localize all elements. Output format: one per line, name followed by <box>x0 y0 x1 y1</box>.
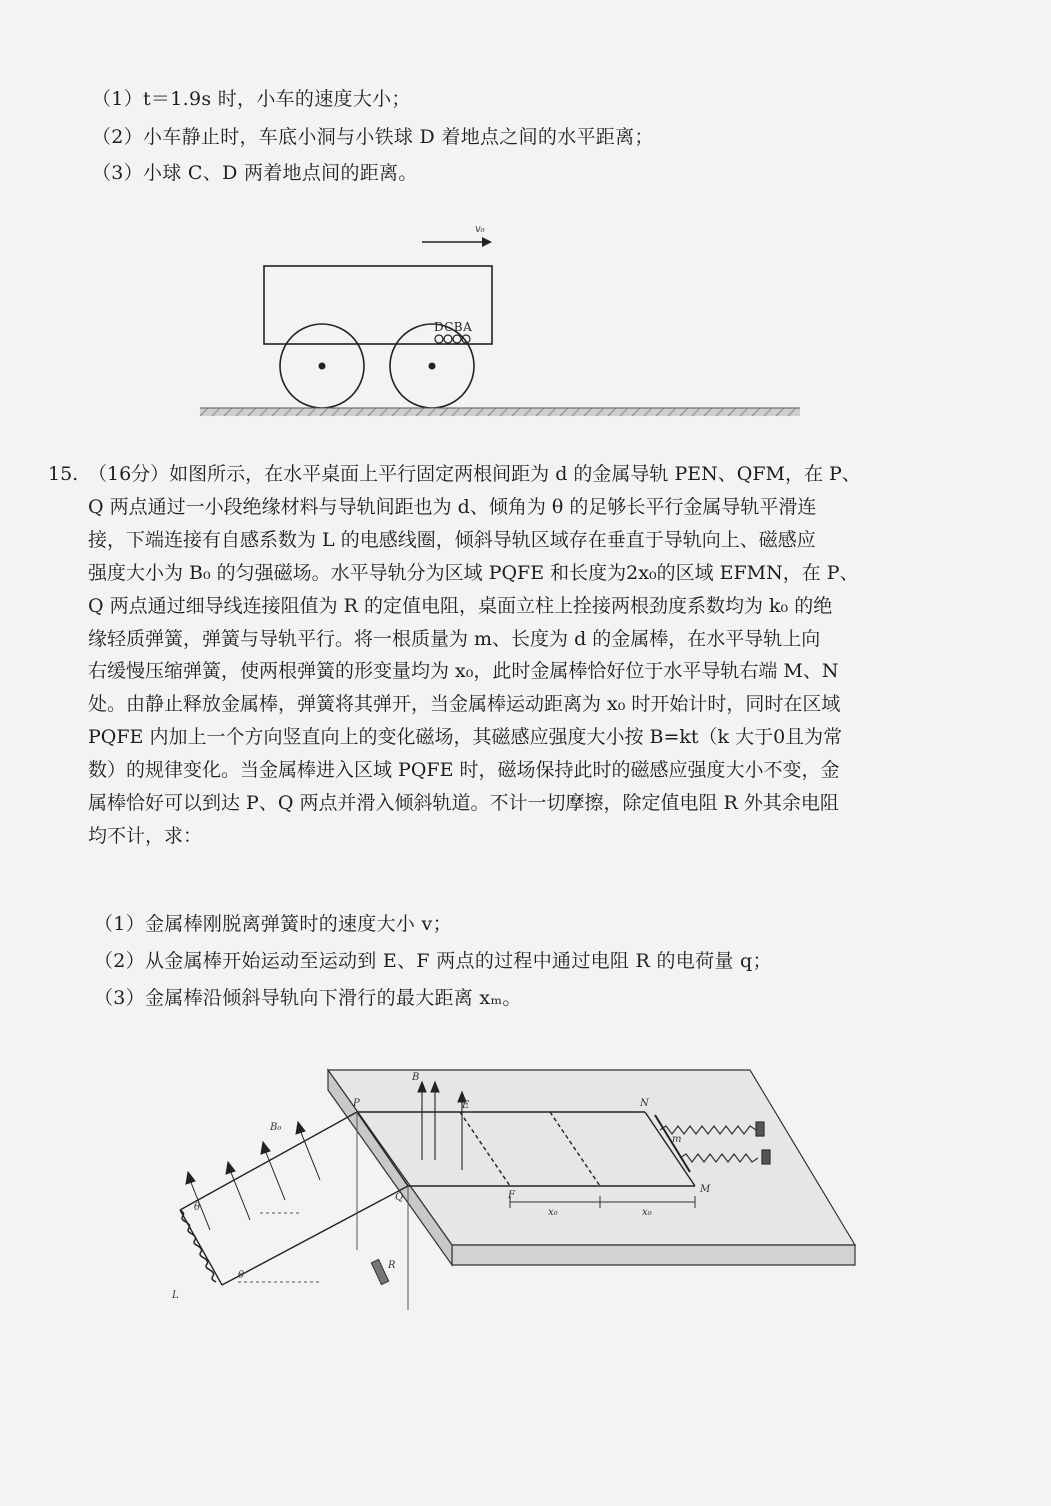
label-m-point: M <box>700 1184 711 1195</box>
q15-line: Q 两点通过细导线连接阻值为 R 的定值电阻，桌面立柱上拴接两根劲度系数均为 k₀ 的绝 <box>88 594 833 617</box>
label-p: P <box>353 1098 360 1109</box>
ground <box>200 408 800 416</box>
label-r: R <box>388 1260 396 1271</box>
q15-stem <box>88 458 958 853</box>
q15-line: 右缓慢压缩弹簧，使两根弹簧的形变量均为 x₀，此时金属棒恰好位于水平导轨右端 M、N <box>88 660 839 683</box>
label-f: F <box>508 1190 515 1201</box>
q14-sub2: （2）小车静止时，车底小洞与小铁球 D 着地点之间的水平距离； <box>92 126 654 148</box>
label-theta-bottom: θ <box>238 1270 245 1281</box>
field-b0-arrows <box>186 1122 320 1230</box>
q15-line: 均不计，求： <box>88 824 203 847</box>
resistor <box>371 1259 388 1284</box>
iron-balls <box>434 320 472 343</box>
velocity-label: v₀ <box>475 224 485 235</box>
q15-line: PQFE 内加上一个方向竖直向上的变化磁场，其磁感应强度大小按 B=kt（k 大于0且为常 <box>88 726 843 749</box>
q15-line: 强度大小为 B₀ 的匀强磁场。水平导轨分为区域 PQFE 和长度为2x₀的区域 EFMN，在 P、 <box>88 561 859 584</box>
label-x0-second: x₀ <box>642 1207 652 1218</box>
label-b: B <box>412 1072 420 1083</box>
label-e: E <box>462 1100 470 1111</box>
q15-line: 数）的规律变化。当金属棒进入区域 PQFE 时，磁场保持此时的磁感应强度大小不变，金 <box>88 759 840 782</box>
label-n: N <box>640 1098 649 1109</box>
ball-labels: DCBA <box>434 320 473 334</box>
q15-line: （16分）如图所示，在水平桌面上平行固定两根间距为 d 的金属导轨 PEN、QFM，在 P、 <box>88 463 861 485</box>
velocity-arrow <box>422 224 492 247</box>
rail-figure <box>150 1060 870 1320</box>
q15-line: 缘轻质弹簧，弹簧与导轨平行。将一根质量为 m、长度为 d 的金属棒，在水平导轨上向 <box>88 627 821 650</box>
label-b0: B₀ <box>270 1122 282 1133</box>
q14-sub3: （3）小球 C、D 两着地点间的距离。 <box>92 162 418 184</box>
q15-line: 接，下端连接有自感系数为 L 的电感线圈，倾斜导轨区域存在垂直于导轨向上、磁感应 <box>88 528 816 551</box>
q15-line: 处。由静止释放金属棒，弹簧将其弹开，当金属棒运动距离为 x₀ 时开始计时，同时在区域 <box>88 693 841 716</box>
q15-sub3: （3）金属棒沿倾斜导轨向下滑行的最大距离 xₘ。 <box>94 987 522 1009</box>
question-number: 15. <box>48 463 79 485</box>
label-rod-m: m <box>672 1134 682 1145</box>
q15-sub2: （2）从金属棒开始运动至运动到 E、F 两点的过程中通过电阻 R 的电荷量 q； <box>94 950 772 972</box>
q15-sub1: （1）金属棒刚脱离弹簧时的速度大小 v； <box>94 913 452 935</box>
cart-figure <box>190 218 810 428</box>
label-l: L <box>172 1290 179 1301</box>
q14-sub1: （1）t＝1.9s 时，小车的速度大小； <box>92 88 411 110</box>
q15-line: 属棒恰好可以到达 P、Q 两点并滑入倾斜轨道。不计一切摩擦，除定值电阻 R 外其余电阻 <box>88 792 839 815</box>
label-x0-first: x₀ <box>548 1207 558 1218</box>
label-theta-top: θ <box>194 1202 201 1213</box>
table <box>328 1070 855 1265</box>
q15-line: Q 两点通过一小段绝缘材料与导轨间距也为 d、倾角为 θ 的足够长平行金属导轨平滑连 <box>88 495 817 518</box>
label-q: Q <box>395 1192 404 1203</box>
